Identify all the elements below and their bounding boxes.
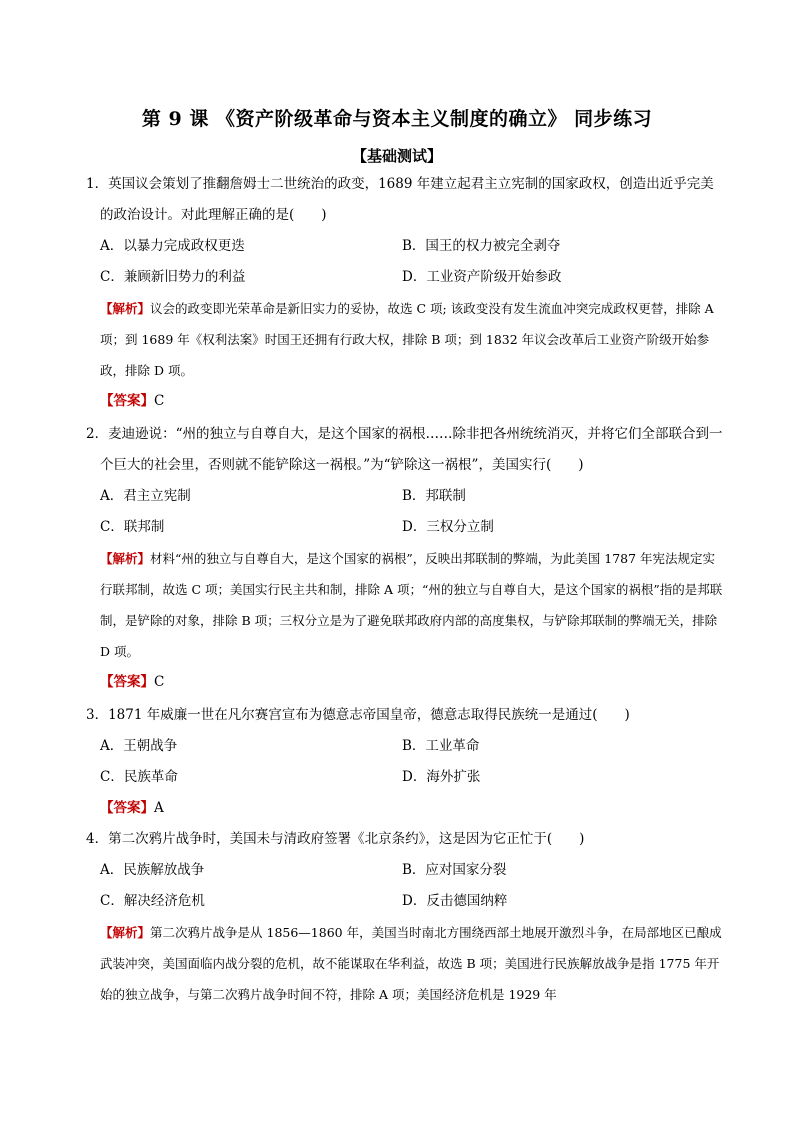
analysis-tag: 【解析】 — [100, 925, 151, 940]
option-d: D．反击德国纳粹 — [402, 893, 508, 909]
answer-value: C — [154, 393, 165, 409]
option-a: A．民族解放战争 — [100, 862, 205, 878]
option-c: C．解决经济危机 — [100, 893, 205, 909]
answer-block — [100, 386, 726, 417]
analysis-text: 议会的政变即光荣革命是新旧实力的妥协，故选 C 项; 该政变没有发生流血冲突完成政权更替，排除 A 项；到 1689 年《权利法案》时国王还拥有行政大权，排除 B 项；到 1832 年议会改革后工业资产阶级开始参政，排除 D 项。 — [100, 301, 714, 378]
answer-value: A — [154, 800, 164, 816]
option-d: D．海外扩张 — [402, 769, 481, 785]
option-d: D．工业资产阶级开始参政 — [402, 269, 562, 285]
option-c: C．兼顾新旧势力的利益 — [100, 269, 246, 285]
options-group — [100, 231, 726, 293]
analysis-tag: 【解析】 — [100, 301, 151, 316]
answer-block — [100, 793, 726, 824]
page-title: 第 9 课 《资产阶级革命与资本主义制度的确立》 同步练习 — [141, 108, 653, 130]
question-stem: 2．麦迪逊说：“州的独立与自尊自大，是这个国家的祸根……除非把各州统统消灭，并将它们全部联合到一个巨大的社会里，否则就不能铲除这一祸根。”为“铲除这一祸根”，美国实行( ) — [86, 426, 723, 473]
option-b: B．工业革命 — [402, 738, 480, 754]
question-2 — [86, 419, 726, 698]
option-c: C．联邦制 — [100, 519, 165, 535]
analysis-block — [100, 917, 726, 1010]
options-group — [100, 481, 726, 543]
question-3 — [86, 700, 726, 824]
analysis-tag: 【解析】 — [100, 551, 151, 566]
question-stem: 3．1871 年威廉一世在凡尔赛宫宣布为德意志帝国皇帝，德意志取得民族统一是通过( ) — [86, 707, 630, 723]
answer-block — [100, 667, 726, 698]
analysis-block — [100, 293, 726, 386]
question-1 — [86, 169, 726, 417]
answer-tag: 【答案】 — [100, 800, 154, 816]
answer-value: C — [154, 674, 165, 690]
analysis-text: 材料“州的独立与自尊自大，是这个国家的祸根”，反映出邦联制的弊端，为此美国 1787 年宪法规定实行联邦制，故选 C 项；美国实行民主共和制，排除 A 项；“州的独立与自尊自大，是这个国家的祸根”指的是邦联制，是铲除的对象，排除 B 项；三权分立是为了避免联邦政府内部的高度集权，与铲除邦联制的弊端无关，排除 D 项。 — [100, 551, 723, 659]
options-group — [100, 731, 726, 793]
analysis-text: 第二次鸦片战争是从 1856—1860 年，美国当时南北方围绕西部土地展开激烈斗争，在局部地区已酿成武装冲突，美国面临内战分裂的危机，故不能谋取在华利益，故选 B 项；美国进行民族解放战争是指 1775 年开始的独立战争，与第二次鸦片战争时间不符，排除 A 项；美国经济危机是 1929 年 — [100, 925, 722, 1002]
answer-tag: 【答案】 — [100, 393, 154, 409]
question-stem: 1．英国议会策划了推翻詹姆士二世统治的政变，1689 年建立起君主立宪制的国家政权，创造出近乎完美的政治设计。对此理解正确的是( ) — [86, 176, 714, 223]
section-heading: 【基础测试】 — [351, 147, 442, 165]
option-a: A．以暴力完成政权更迭 — [100, 238, 245, 254]
answer-tag: 【答案】 — [100, 674, 154, 690]
question-stem: 4．第二次鸦片战争时，美国未与清政府签署《北京条约》，这是因为它正忙于( ) — [86, 831, 585, 847]
option-a: A．君主立宪制 — [100, 488, 191, 504]
option-b: B．应对国家分裂 — [402, 862, 507, 878]
options-group — [100, 855, 726, 917]
option-b: B．邦联制 — [402, 488, 466, 504]
option-d: D．三权分立制 — [402, 519, 494, 535]
option-a: A．王朝战争 — [100, 738, 178, 754]
option-c: C．民族革命 — [100, 769, 178, 785]
question-4 — [86, 824, 726, 1010]
option-b: B．国王的权力被完全剥夺 — [402, 238, 561, 254]
analysis-block — [100, 543, 726, 667]
